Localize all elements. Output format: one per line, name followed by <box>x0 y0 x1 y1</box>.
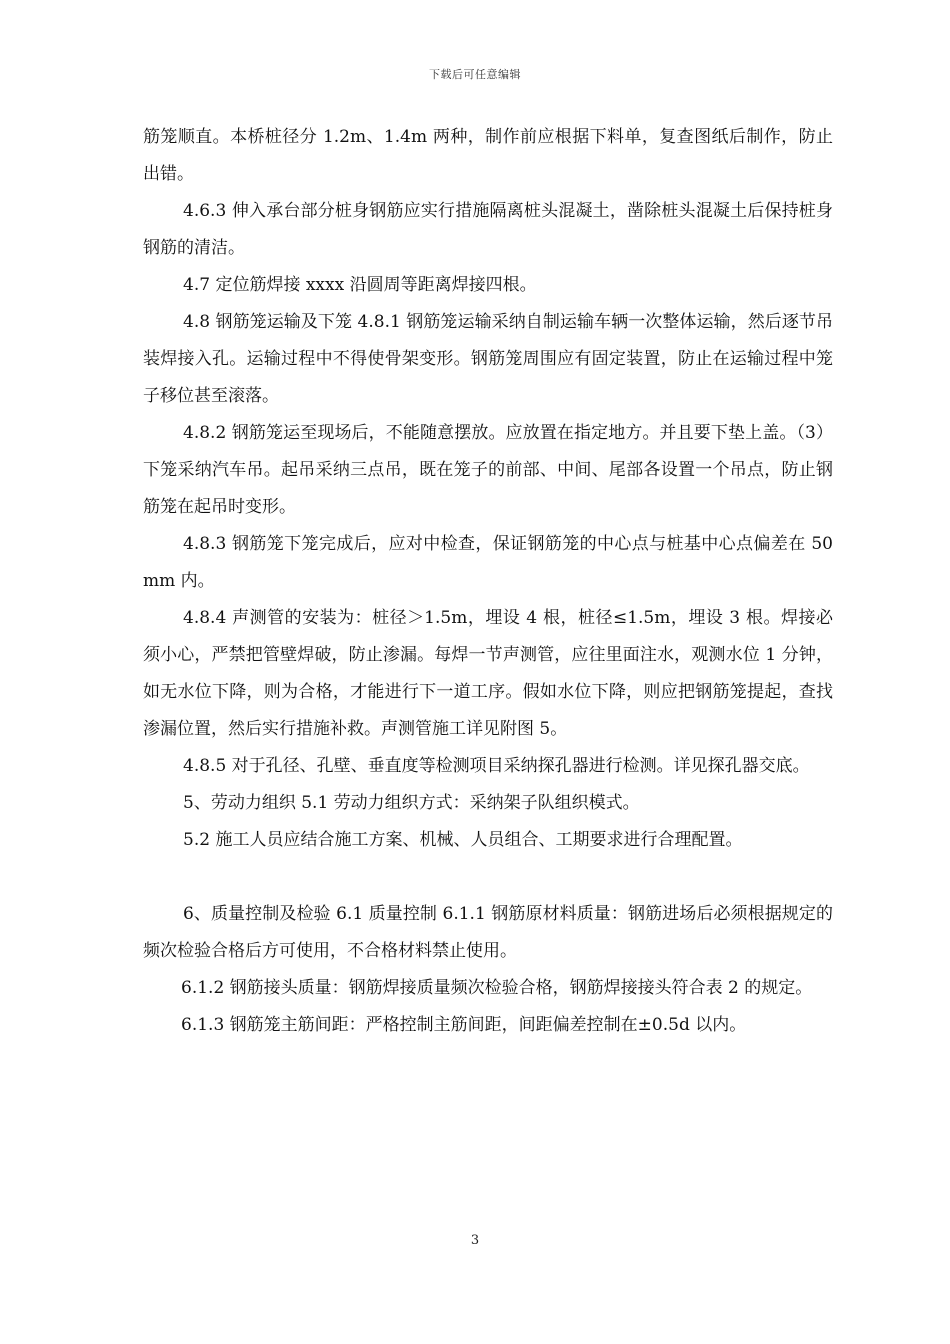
page-header: 下载后可任意编辑 <box>429 68 521 81</box>
paragraph: 4.8.4 声测管的安装为：桩径＞1.5m，埋设 4 根，桩径≤1.5m，埋设 3 根。焊接必须小心，严禁把管壁焊破，防止渗漏。每焊一节声测管，应往里面注水，观测水位 1 分钟，如无水位下降，则为合格，才能进行下一道工序。假如水位下降，则应把钢筋笼提起，查找渗漏位置，然后实行措施补救。声测管施工详见附图 5。 <box>143 608 833 739</box>
paragraph: 4.8.3 钢筋笼下笼完成后，应对中检查，保证钢筋笼的中心点与桩基中心点偏差在 50mm 内。 <box>143 534 833 591</box>
paragraph: 4.6.3 伸入承台部分桩身钢筋应实行措施隔离桩头混凝土，凿除桩头混凝土后保持桩身钢筋的清洁。 <box>143 201 833 258</box>
paragraph: 5、劳动力组织 5.1 劳动力组织方式：采纳架子队组织模式。 <box>183 793 640 813</box>
paragraph: 4.7 定位筋焊接 xxxx 沿圆周等距离焊接四根。 <box>183 275 537 295</box>
paragraph: 6、质量控制及检验 6.1 质量控制 6.1.1 钢筋原材料质量：钢筋进场后必须根据规定的频次检验合格后方可使用，不合格材料禁止使用。 <box>143 904 833 961</box>
blank-line <box>143 859 833 896</box>
document-body <box>143 119 833 1044</box>
paragraph: 6.1.2 钢筋接头质量：钢筋焊接质量频次检验合格，钢筋焊接接头符合表 2 的规定。 <box>181 978 813 998</box>
paragraph: 4.8.2 钢筋笼运至现场后，不能随意摆放。应放置在指定地方。并且要下垫上盖。（3）下笼采纳汽车吊。起吊采纳三点吊，既在笼子的前部、中间、尾部各设置一个吊点，防止钢筋笼在起吊时变形。 <box>143 423 833 517</box>
paragraph: 6.1.3 钢筋笼主筋间距：严格控制主筋间距，间距偏差控制在±0.5d 以内。 <box>181 1015 747 1035</box>
paragraph: 4.8.5 对于孔径、孔壁、垂直度等检测项目采纳探孔器进行检测。详见探孔器交底。 <box>183 756 810 776</box>
paragraph: 5.2 施工人员应结合施工方案、机械、人员组合、工期要求进行合理配置。 <box>183 830 743 850</box>
page-number: 3 <box>470 1233 480 1248</box>
paragraph: 筋笼顺直。本桥桩径分 1.2m、1.4m 两种，制作前应根据下料单，复查图纸后制作，防止出错。 <box>143 127 833 184</box>
paragraph: 4.8 钢筋笼运输及下笼 4.8.1 钢筋笼运输采纳自制运输车辆一次整体运输，然后逐节吊装焊接入孔。运输过程中不得使骨架变形。钢筋笼周围应有固定装置，防止在运输过程中笼子移位甚至滚落。 <box>143 312 833 406</box>
